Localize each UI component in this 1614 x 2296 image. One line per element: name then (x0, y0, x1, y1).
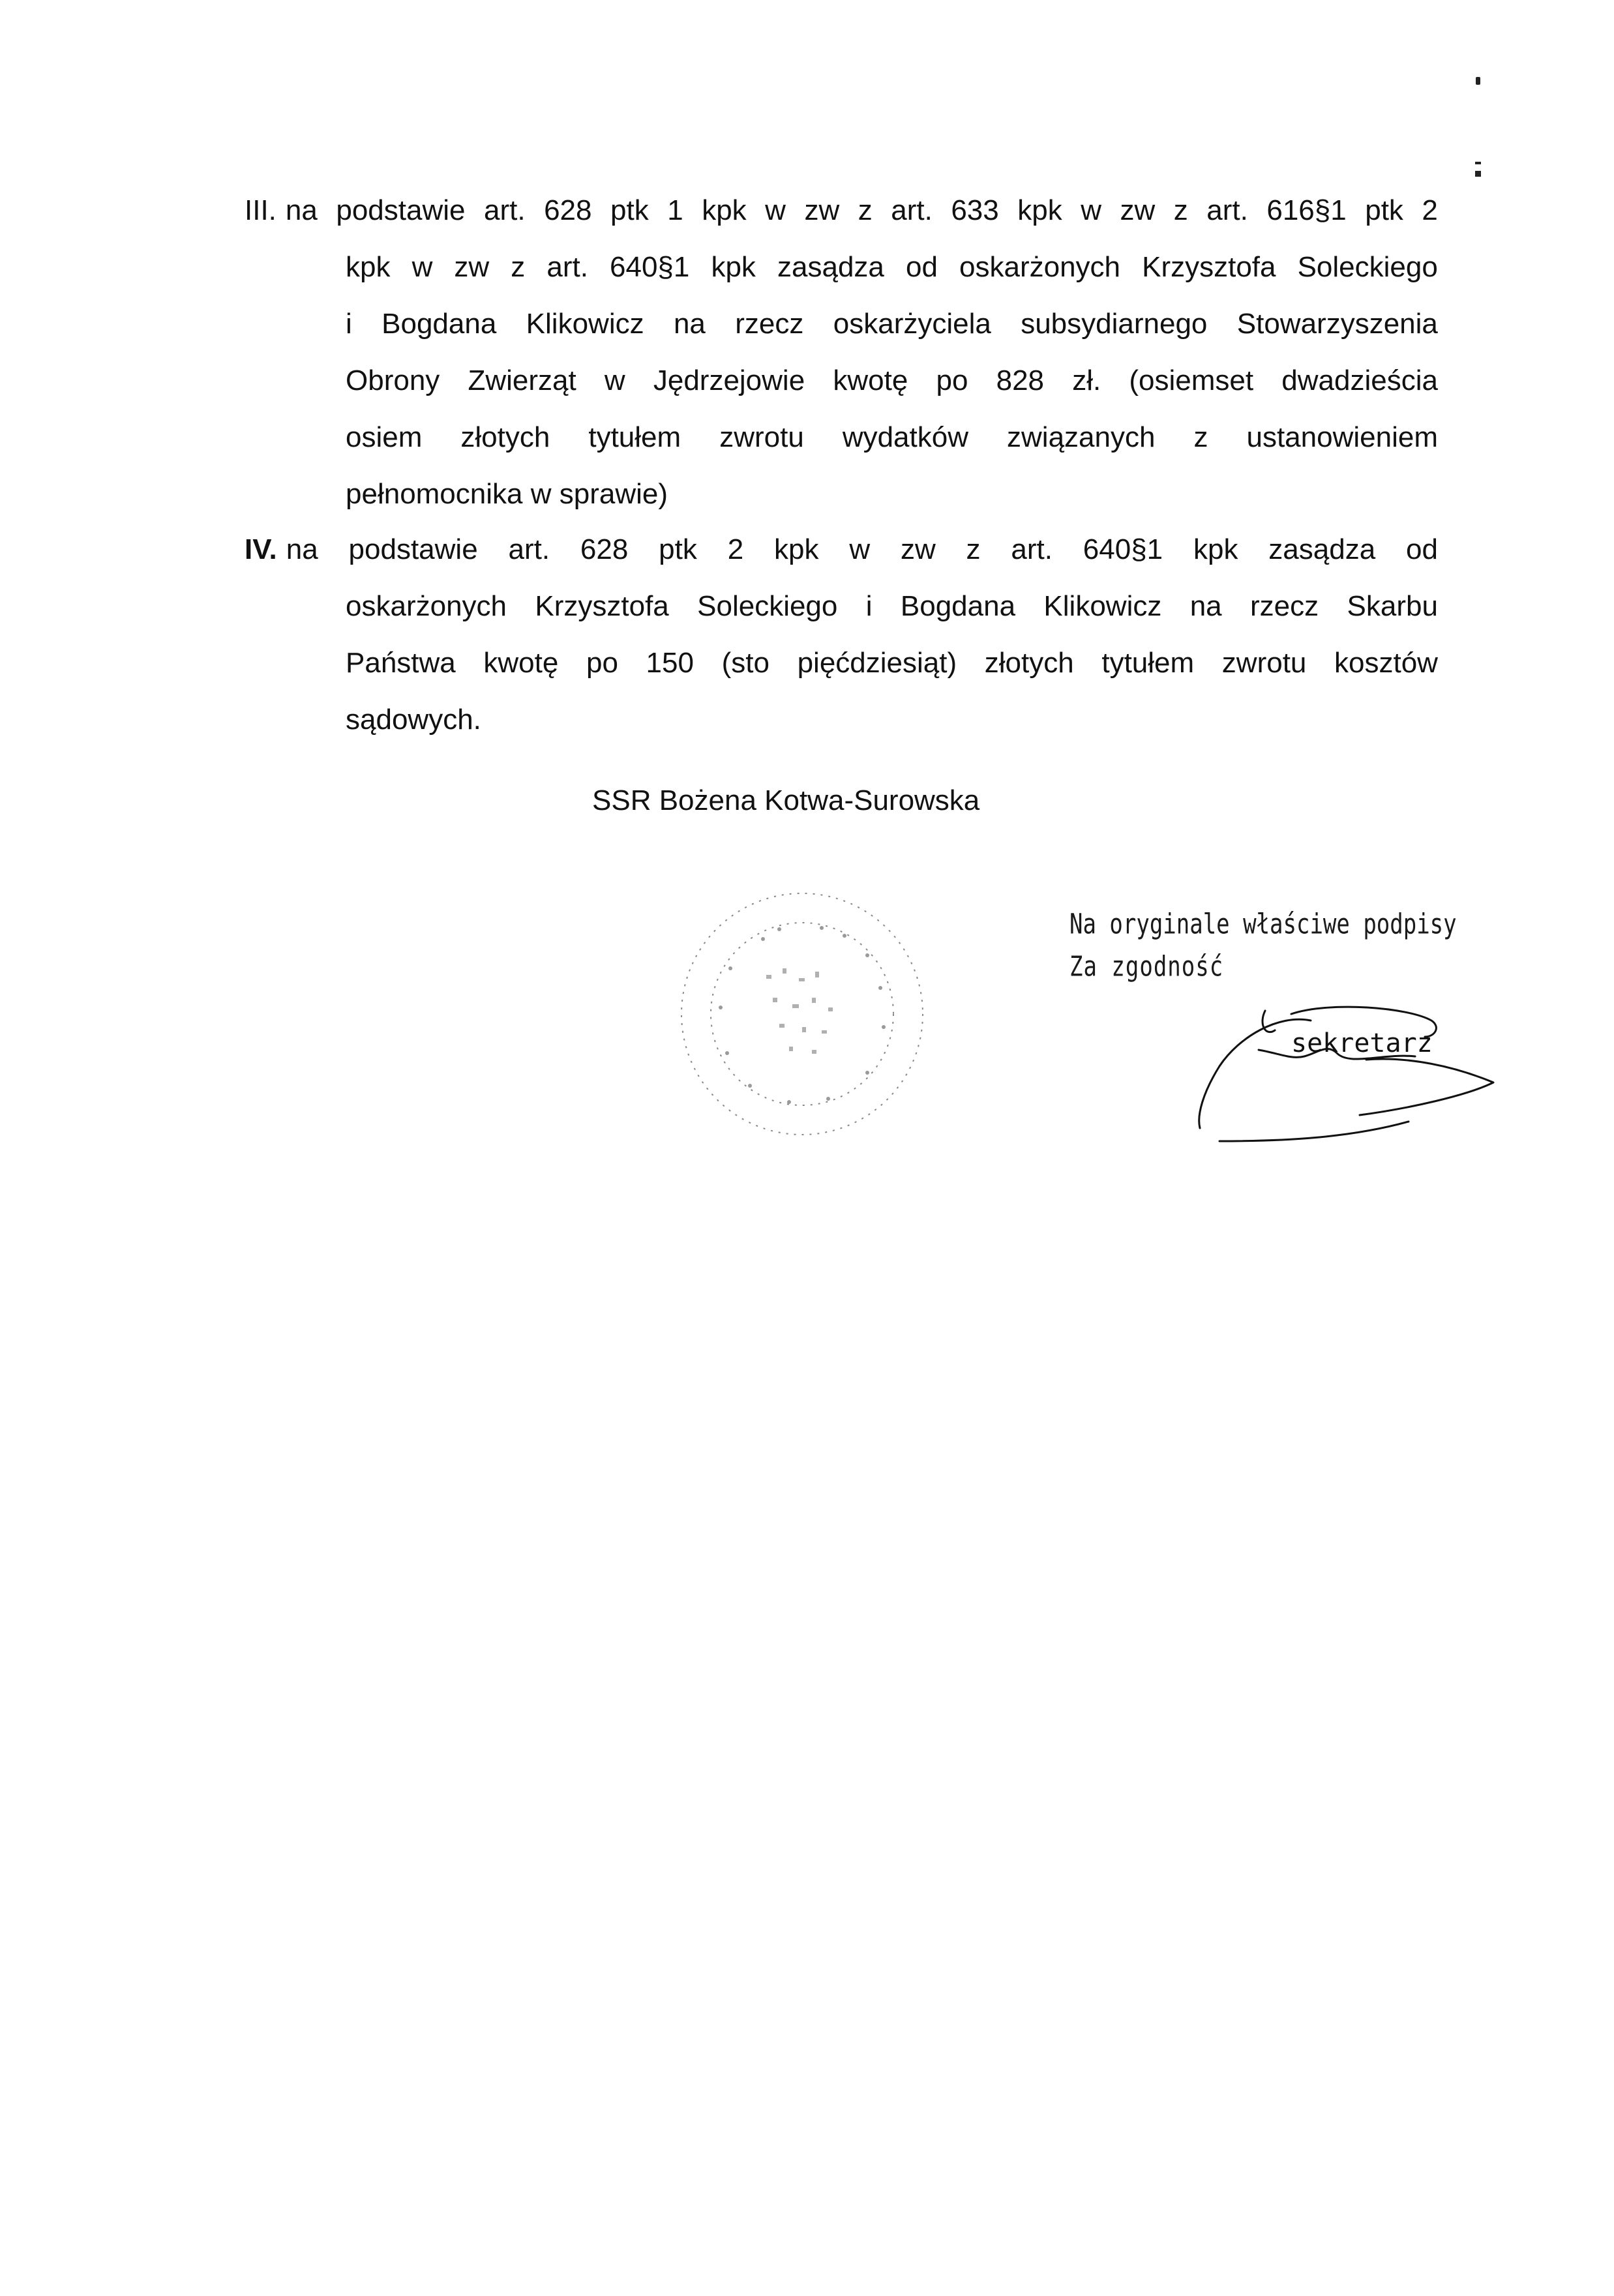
ruling-iv-line-3 (245, 634, 1438, 691)
ruling-iii-line-4 (245, 352, 1438, 409)
ruling-iii-line-3 (245, 295, 1438, 352)
ruling-iii-line-1 (245, 182, 1438, 239)
certification-line-2: Za zgodność (1069, 950, 1224, 983)
ruling-iii-line-5 (245, 409, 1438, 466)
certification-line-1: Na oryginale właściwe podpisy (1069, 908, 1457, 941)
scan-artifact (1475, 162, 1481, 164)
ruling-numeral: IV. (245, 533, 277, 565)
ruling-numeral: III. (245, 194, 276, 226)
ruling-iv-line-4: sądowych. (346, 704, 481, 736)
ruling-iv-line-2 (245, 578, 1438, 634)
signer-role: sekretarz (1291, 1028, 1433, 1058)
handwritten-signature (1193, 975, 1519, 1144)
ruling-text: na podstawie art. 628 ptk 2 kpk w zw z art. 640§1 kpk zasądza od (286, 533, 1438, 565)
ruling-iv-line-1 (245, 521, 1438, 578)
ruling-iii (245, 182, 1438, 522)
ruling-iii-line-6: pełnomocnika w sprawie) (346, 478, 668, 510)
ruling-text: osiem złotych tytułem zwrotu wydatków związanych z ustanowieniem (346, 421, 1438, 453)
court-seal-icon (659, 877, 946, 1164)
ruling-text: kpk w zw z art. 640§1 kpk zasądza od oskarżonych Krzysztofa Soleckiego (346, 251, 1438, 283)
ruling-iii-line-2 (245, 239, 1438, 295)
scan-artifact (1475, 171, 1481, 177)
judge-signature: SSR Bożena Kotwa-Surowska (592, 784, 980, 816)
ruling-iv (245, 521, 1438, 748)
ruling-text: Państwa kwotę po 150 (sto pięćdziesiąt) złotych tytułem zwrotu kosztów (346, 647, 1438, 679)
scan-artifact (1476, 77, 1480, 85)
ruling-text: i Bogdana Klikowicz na rzecz oskarżyciela subsydiarnego Stowarzyszenia (346, 308, 1438, 340)
ruling-text: na podstawie art. 628 ptk 1 kpk w zw z art. 633 kpk w zw z art. 616§1 ptk 2 (285, 194, 1438, 226)
ruling-text: oskarżonych Krzysztofa Soleckiego i Bogdana Klikowicz na rzecz Skarbu (346, 590, 1438, 622)
ruling-text: Obrony Zwierząt w Jędrzejowie kwotę po 828 zł. (osiemset dwadzieścia (346, 365, 1438, 396)
